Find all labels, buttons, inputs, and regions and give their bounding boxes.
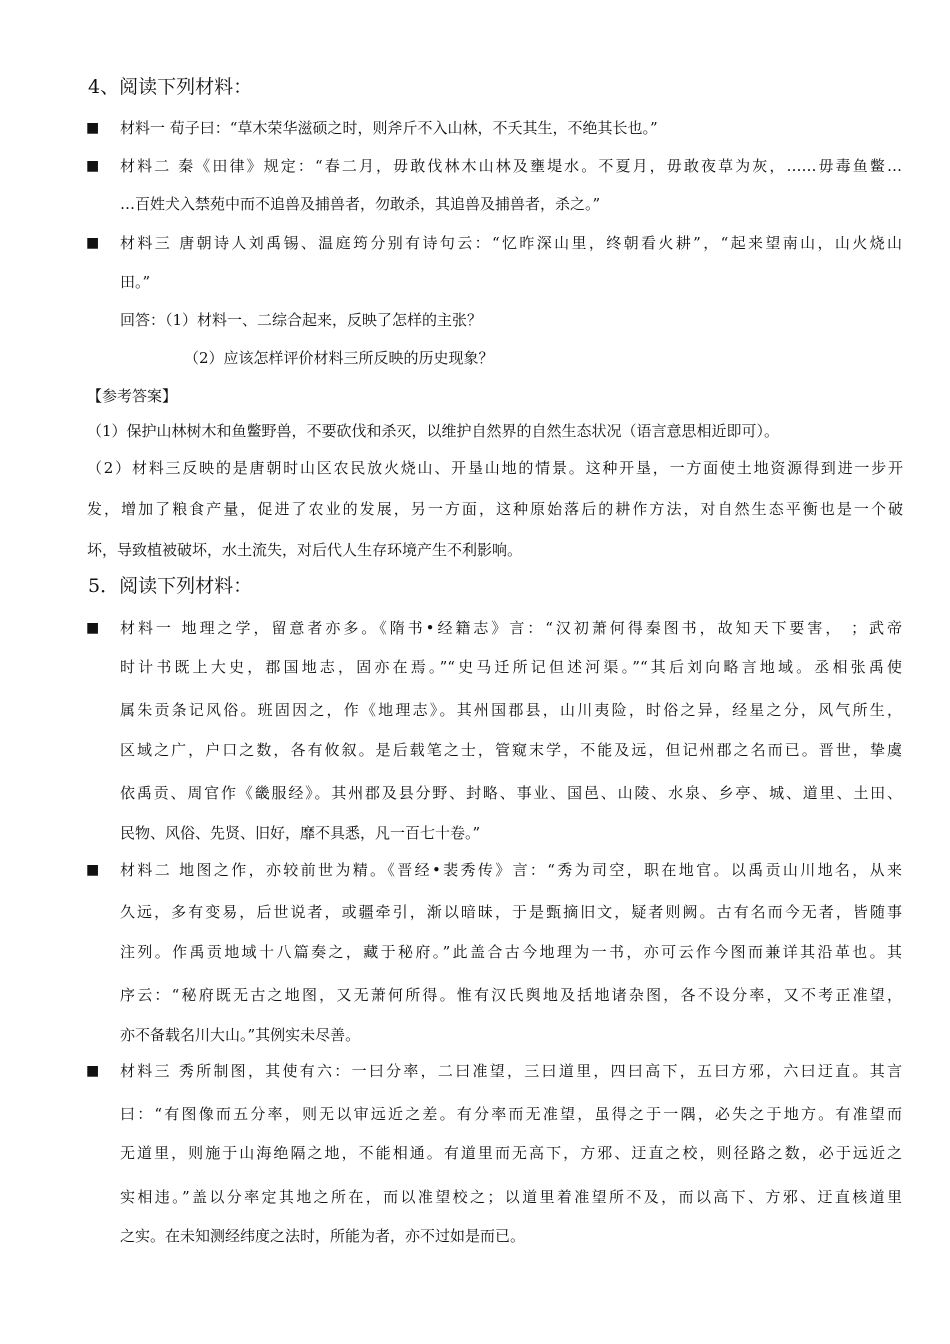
answer-2-line-2: 发，增加了粮食产量，促进了农业的发展，另一方面，这种原始落后的耕作方法，对自然生态平衡也是一个破 <box>87 500 903 518</box>
q4-material-1: 材料一 荀子曰：“草木荣华滋硕之时，则斧斤不入山林，不夭其生，不绝其长也。” <box>120 119 658 137</box>
answer-2-line-3: 坏，导致植被破坏，水土流失，对后代人生存环境产生不利影响。 <box>87 541 523 559</box>
bullet-icon: ■ <box>86 862 100 878</box>
q5-material-2-line-1: 材料二 地图之作，亦较前世为精。《晋经•裴秀传》言：“秀为司空，职在地官。以禹贡山川地名，从来 <box>120 861 902 879</box>
bullet-icon: ■ <box>86 120 100 136</box>
answer-1: （1）保护山林树木和鱼鳖野兽，不要砍伐和杀灭，以维护自然界的自然生态状况（语言意思相近即可）。 <box>87 422 780 440</box>
q5-material-1-line-1: 材料一 地理之学，留意者亦多。《隋书•经籍志》言：“汉初萧何得秦图书，故知天下要害， ；武帝 <box>120 619 902 637</box>
answer-2-line-1: （2）材料三反映的是唐朝时山区农民放火烧山、开垦山地的情景。这种开垦，一方面使土地资源得到进一步开 <box>87 459 903 477</box>
bullet-icon: ■ <box>86 158 100 174</box>
q4-material-3-line-1: 材料三 唐朝诗人刘禹锡、温庭筠分别有诗句云：“忆昨深山里，终朝看火耕”，“起来望南山，山火烧山 <box>120 234 902 252</box>
q4-question-1: 回答：（1）材料一、二综合起来，反映了怎样的主张？ <box>120 311 483 329</box>
q5-material-1-line-4: 区域之广，户口之数，各有攸叙。是后载笔之士，管窥末学，不能及远，但记州郡之名而已。晋世，挚虞 <box>120 741 902 759</box>
q4-material-3-line-2: 田。” <box>120 273 151 291</box>
q5-material-3-line-3: 无道里，则施于山海绝隔之地，不能相通。有道里而无高下，方邪、迂直之校，则径路之数，必于远近之 <box>120 1144 902 1162</box>
question-4-title: 4、阅读下列材料： <box>88 76 253 98</box>
q5-material-2-line-4: 序云：“秘府既无古之地图，又无萧何所得。惟有汉氏舆地及括地诸杂图，各不设分率，又不考正准望， <box>120 986 902 1004</box>
bullet-icon: ■ <box>86 620 100 636</box>
q5-material-1-line-3: 属朱贡条记风俗。班固因之，作《地理志》。其州国郡县，山川夷险，时俗之异，经星之分，风气所生， <box>120 701 902 719</box>
q5-material-2-line-2: 久远，多有变易，后世说者，或疆牵引，渐以暗昧，于是甄摘旧文，疑者则阙。古有名而今无者，皆随事 <box>120 903 902 921</box>
q5-material-3-line-5: 之实。在未知测经纬度之法时，所能为者，亦不过如是而已。 <box>120 1227 526 1245</box>
q4-material-2-line-1: 材料二 秦《田律》规定：“春二月，毋敢伐林木山林及壅堤水。不夏月，毋敢夜草为灰，……毋毒鱼鳖… <box>120 157 902 175</box>
q5-material-3-line-4: 实相违。”盖以分率定其地之所在，而以准望校之；以道里着准望所不及，而以高下、方邪、迂直核道里 <box>120 1188 902 1206</box>
q4-material-2-line-2: …百姓犬入禁苑中而不追兽及捕兽者，勿敢杀，其追兽及捕兽者，杀之。” <box>120 195 601 213</box>
bullet-icon: ■ <box>86 1063 100 1079</box>
question-5-title: 5．阅读下列材料： <box>88 575 253 597</box>
q5-material-3-line-1: 材料三 秀所制图，其使有六：一曰分率，二曰准望，三曰道里，四曰高下，五曰方邪，六曰迂直。其言 <box>120 1062 902 1080</box>
q5-material-2-line-3: 注列。作禹贡地域十八篇奏之，藏于秘府。”此盖合古今地理为一书，亦可云作今图而兼详其沿革也。其 <box>120 943 902 961</box>
answer-label: 【参考答案】 <box>87 387 178 405</box>
q5-material-2-line-5: 亦不备载名川大山。”其例实未尽善。 <box>120 1026 361 1044</box>
q5-material-1-line-6: 民物、风俗、先贤、旧好，靡不具悉，凡一百七十卷。” <box>120 824 481 842</box>
q5-material-3-line-2: 曰：“有图像而五分率，则无以审远近之差。有分率而无准望，虽得之于一隅，必失之于地方。有准望而 <box>120 1105 902 1123</box>
bullet-icon: ■ <box>86 235 100 251</box>
q5-material-1-line-5: 依禹贡、周官作《畿服经》。其州郡及县分野、封略、事业、国邑、山陵、水泉、乡亭、城、道里、土田、 <box>120 784 902 802</box>
q4-question-2: （2）应该怎样评价材料三所反映的历史现象？ <box>184 349 494 367</box>
q5-material-1-line-2: 时计书既上大史，郡国地志，固亦在焉。”“史马迁所记但述河渠。”“其后刘向略言地域。丞相张禹使 <box>120 658 902 676</box>
